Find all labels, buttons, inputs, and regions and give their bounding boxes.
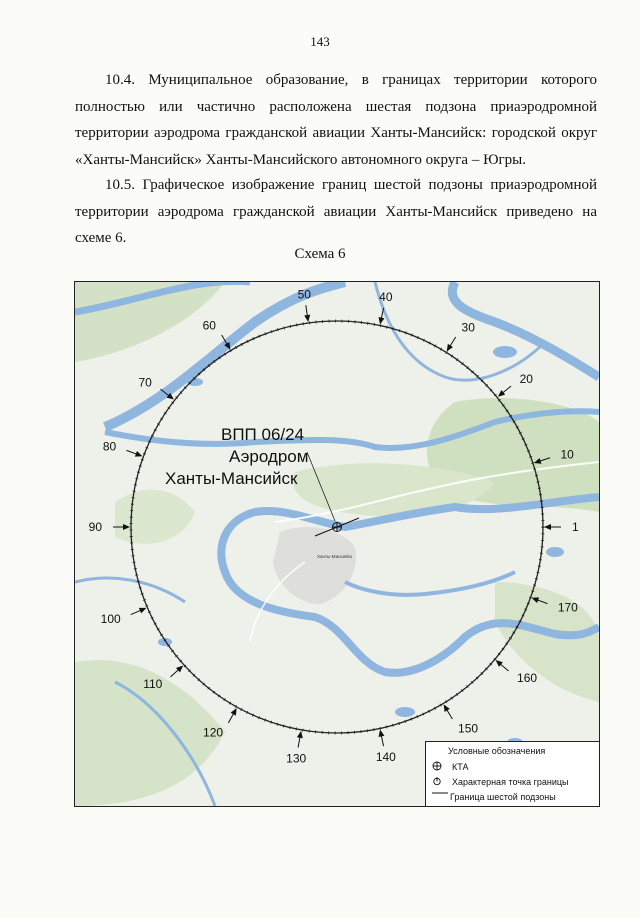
lake	[493, 346, 517, 358]
sector-point-label: 10	[560, 447, 574, 462]
sector-point-label: 60	[202, 318, 216, 333]
sector-point-label: 30	[461, 320, 475, 335]
paragraph-10-5	[75, 172, 597, 252]
sector-point-label: 90	[88, 520, 102, 534]
airport-label: Аэродром	[229, 447, 309, 466]
map-canvas	[75, 282, 599, 806]
map-scheme	[74, 281, 600, 807]
sector-point-label: 140	[375, 749, 396, 764]
page-number: 143	[310, 34, 330, 49]
legend-title: Условные обозначения	[448, 746, 546, 756]
sector-point-label: 20	[519, 372, 533, 387]
sector-point-label: 1	[572, 520, 579, 534]
sector-point-label: 50	[297, 287, 311, 302]
city-label: Ханты-Мансийск	[317, 554, 353, 559]
airport-name-label: Ханты-Мансийск	[165, 469, 298, 488]
paragraph-10-4-text: 10.4. Муниципальное образование, в границах территории которого полностью или частично расположена шестая подзона приаэродромной территории аэродрома гражданской авиации Ханты-Мансийск: городской округ «Ханты-Мансийск» Ханты-Мансийского автономного округа – Югры.	[75, 72, 597, 168]
runway-label: ВПП 06/24	[221, 425, 305, 444]
legend-item-point	[432, 776, 569, 788]
map-legend	[425, 741, 599, 806]
sector-point-label: 160	[517, 671, 538, 686]
sector-point-label: 120	[203, 725, 224, 740]
legend-boundary-label: Граница шестой подзоны	[450, 792, 556, 802]
paragraph-10-4	[75, 67, 597, 173]
sector-point-label: 170	[557, 600, 578, 615]
sector-point-label: 100	[100, 611, 121, 626]
scheme-caption: Схема 6	[294, 246, 346, 262]
sector-point-label: 70	[138, 375, 152, 390]
legend-item-kta	[432, 761, 468, 773]
legend-point-label: Характерная точка границы	[452, 777, 569, 787]
lake	[546, 547, 564, 557]
sector-point-label: 40	[379, 290, 393, 305]
paragraph-10-5-text: 10.5. Графическое изображение границ шестой подзоны приаэродромной территории аэродрома гражданской авиации Ханты-Мансийск приведено на схеме 6.	[75, 177, 597, 246]
sector-point-label: 150	[458, 721, 479, 736]
legend-item-boundary	[432, 791, 556, 803]
legend-kta-label: КТА	[452, 762, 469, 772]
sector-point-label: 80	[102, 439, 117, 454]
sector-point-label: 110	[143, 677, 163, 692]
sector-point-label: 130	[286, 751, 307, 766]
lake	[395, 707, 415, 717]
